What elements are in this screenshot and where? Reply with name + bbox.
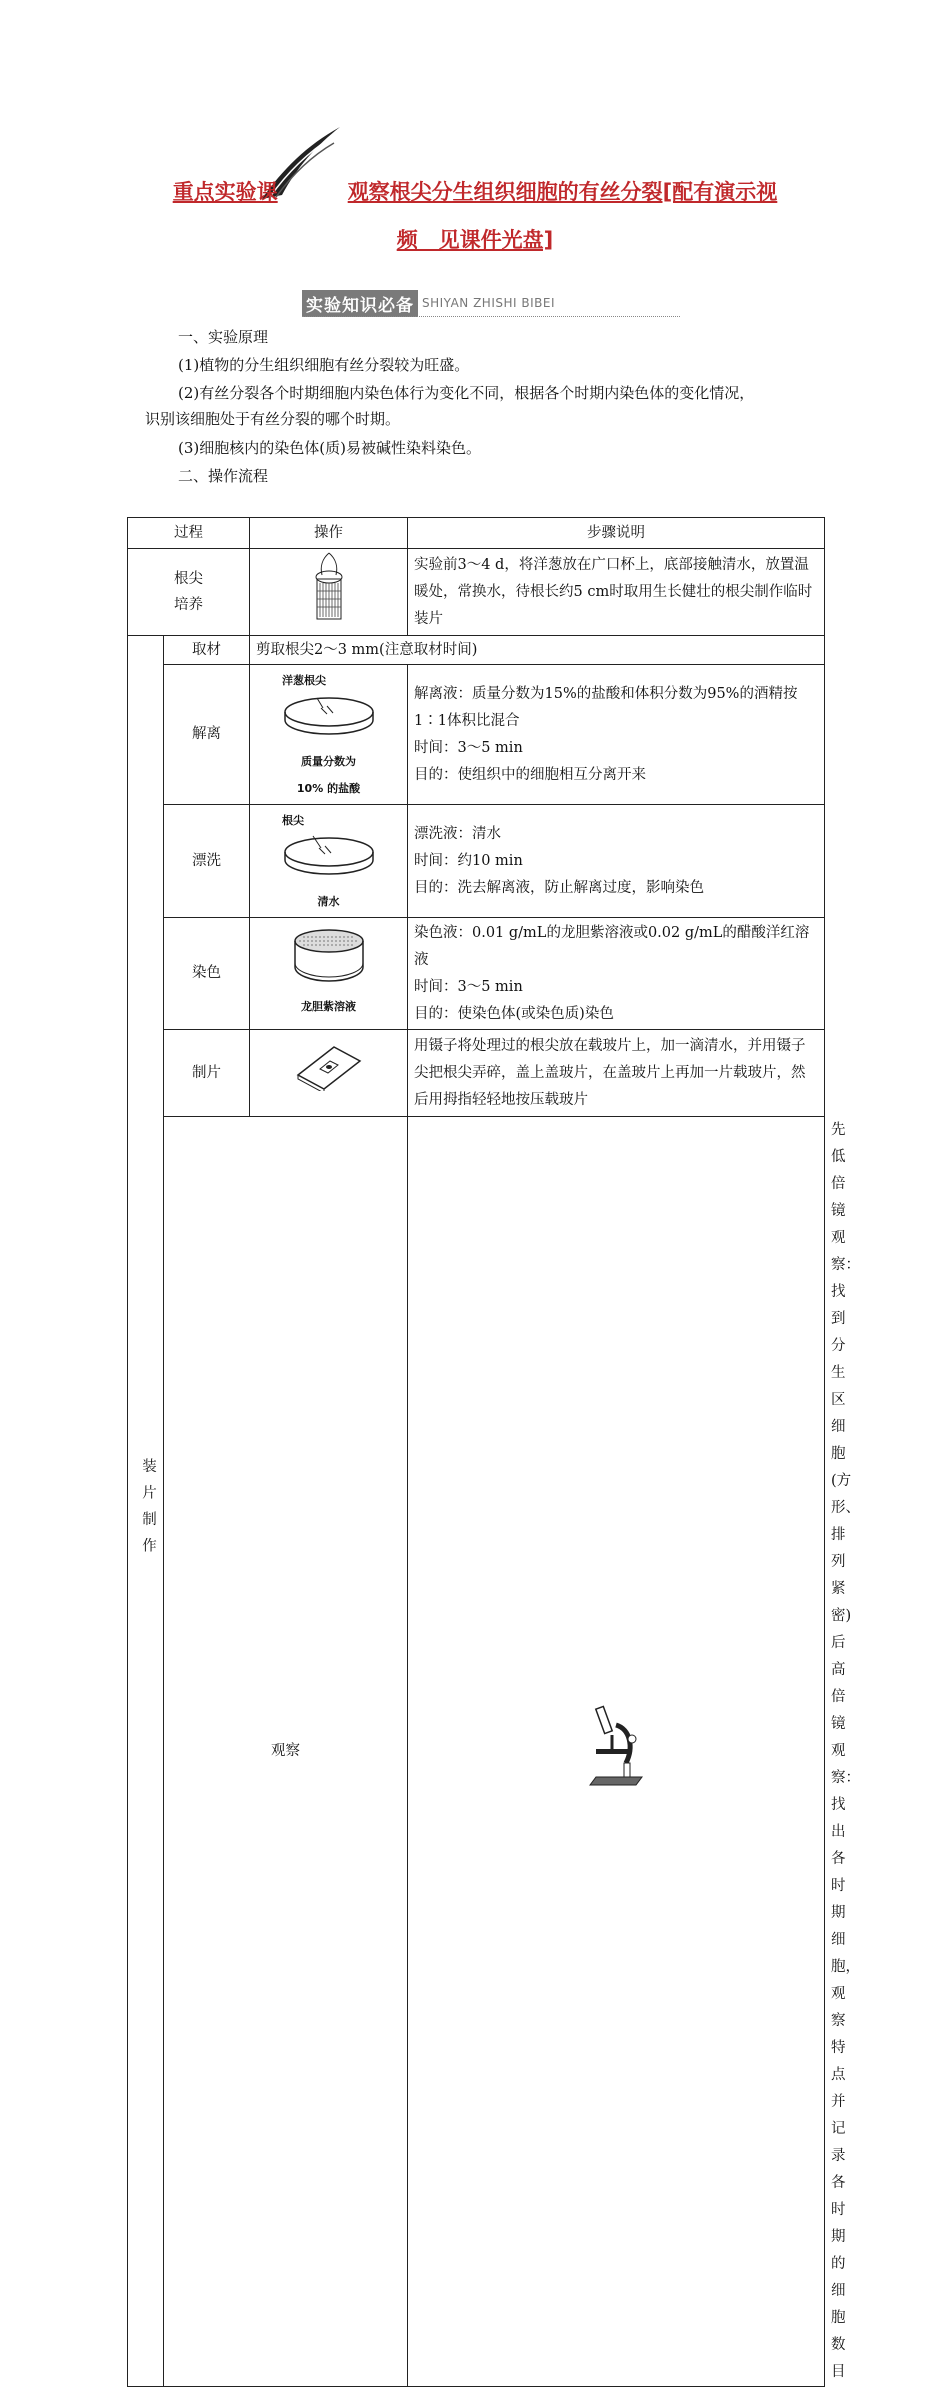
principle-p3: (3)细胞核内的染色体(质)易被碱性染料染色。 bbox=[178, 439, 481, 457]
culture-name: 根尖 培养 bbox=[128, 549, 250, 636]
header-process: 过程 bbox=[128, 518, 250, 549]
table-row-culture bbox=[128, 549, 825, 636]
petri-dish-icon bbox=[279, 694, 379, 738]
slide-image bbox=[250, 1030, 408, 1117]
stain-dish-icon bbox=[289, 927, 369, 983]
header-operation: 操作 bbox=[250, 518, 408, 549]
principle-heading: 一、实验原理 bbox=[178, 328, 269, 346]
dissociate-image: 洋葱根尖 质量分数为 10% 的盐酸 bbox=[250, 665, 408, 805]
group-label-cell bbox=[128, 636, 164, 2387]
table-header-row bbox=[128, 518, 825, 549]
rinse-desc: 漂洗液：清水 时间：约10 min 目的：洗去解离液，防止解离过度，影响染色 bbox=[408, 805, 825, 918]
glass-slide-icon bbox=[294, 1045, 364, 1091]
process-heading: 二、操作流程 bbox=[178, 467, 269, 485]
dissociate-desc: 解离液：质量分数为15%的盐酸和体积分数为95%的酒精按1∶1体积比混合 时间：3～5 min 目的：使组织中的细胞相互分离开来 bbox=[408, 665, 825, 805]
rinse-dish-icon bbox=[279, 834, 379, 878]
microscope-image bbox=[408, 1117, 825, 2387]
process-table bbox=[127, 517, 860, 2387]
take-name: 取材 bbox=[164, 636, 250, 665]
rinse-name: 漂洗 bbox=[164, 805, 250, 918]
page-title-line2: 频 见课件光盘] bbox=[396, 228, 554, 252]
header-description: 步骤说明 bbox=[408, 518, 825, 549]
stain-name: 染色 bbox=[164, 918, 250, 1030]
culture-desc: 实验前3～4 d，将洋葱放在广口杯上，底部接触清水，放置温暖处，常换水，待根长约5 cm时取用生长健壮的根尖制作临时装片 bbox=[408, 549, 825, 636]
rinse-image: 根尖 清水 bbox=[250, 805, 408, 918]
title-part2: 观察根尖分生组织细胞的有丝分裂[配有演示视 bbox=[347, 180, 778, 204]
microscope-icon bbox=[586, 1705, 646, 1789]
stain-image: 龙胆紫溶液 bbox=[250, 918, 408, 1030]
page-title bbox=[0, 176, 950, 206]
dissociate-name: 解离 bbox=[164, 665, 250, 805]
take-desc: 剪取根尖2～3 mm(注意取材时间) bbox=[250, 636, 825, 665]
table-row-stain bbox=[128, 918, 825, 1030]
banner-rule bbox=[302, 316, 680, 317]
banner-cn: 实验知识必备 bbox=[302, 290, 418, 317]
principle-p2a: (2)有丝分裂各个时期细胞内染色体行为变化不同，根据各个时期内染色体的变化情况， bbox=[178, 384, 755, 402]
stain-desc: 染色液：0.01 g/mL的龙胆紫溶液或0.02 g/mL的醋酸洋红溶液 时间：3～5 min 目的：使染色体(或染色质)染色 bbox=[408, 918, 825, 1030]
section-banner bbox=[302, 291, 555, 315]
table-row-take bbox=[128, 636, 825, 665]
table-row-rinse bbox=[128, 805, 825, 918]
banner-en: SHIYAN ZHISHI BIBEI bbox=[422, 296, 555, 310]
onion-on-cup-icon bbox=[304, 551, 354, 623]
slide-desc: 用镊子将处理过的根尖放在载玻片上，加一滴清水，并用镊子尖把根尖弄碎，盖上盖玻片，在盖玻片上再加一片载玻片，然后用拇指轻轻地按压载玻片 bbox=[408, 1030, 825, 1117]
observe-name: 观察 bbox=[164, 1117, 408, 2387]
onion-cup-image bbox=[250, 549, 408, 636]
principle-p1: (1)植物的分生组织细胞有丝分裂较为旺盛。 bbox=[178, 356, 470, 374]
group-label: 装片制作 bbox=[140, 1458, 156, 1564]
table-row-observe: 观察 先低倍镜观察：找到分生区细胞(方形、排列紧密) 后高倍镜观察：找出各时期细胞，观察特点并记录各时期的细胞数目 bbox=[128, 1117, 825, 2387]
table-row-dissociate bbox=[128, 665, 825, 805]
principle-p2b: 识别该细胞处于有丝分裂的哪个时期。 bbox=[145, 410, 401, 428]
slide-name: 制片 bbox=[164, 1030, 250, 1117]
title-part1: 重点实验课 bbox=[172, 180, 278, 204]
table-row-slide bbox=[128, 1030, 825, 1117]
